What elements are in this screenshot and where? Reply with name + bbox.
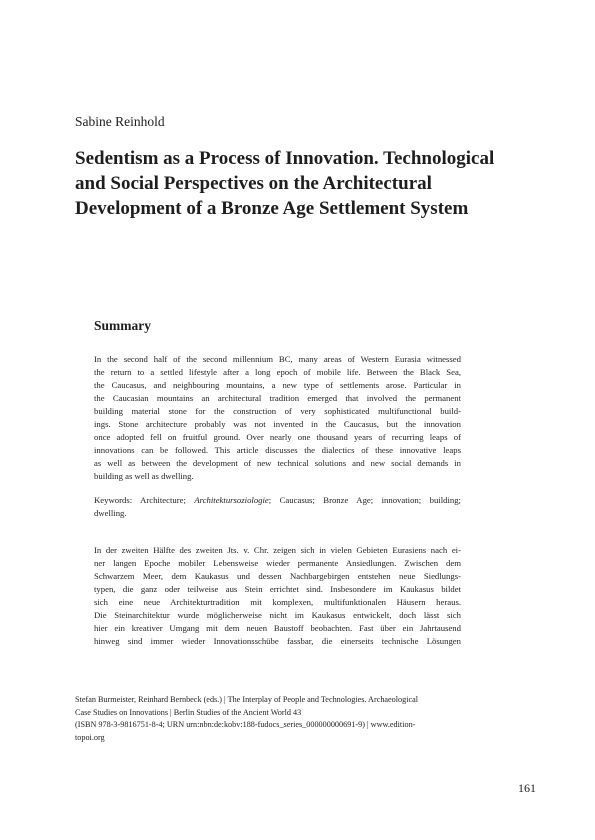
german-line: In der zweiten Hälfte des zweiten Jts. v. Chr. zeigen sich in vielen Gebieten Eurasiens nach ei- [94, 545, 461, 555]
german-line: hinweg sind immer wieder Innovationsschübe fassbar, die einerseits technische Lösungen [94, 636, 461, 647]
german-line: Schwarzem Meer, dem Kaukasus und dessen Nachbargebirgen entstehen neue Siedlungs- [94, 571, 461, 582]
keywords [94, 494, 461, 520]
german-line: Die Steinarchitektur wurde möglicherweise nicht im Kaukasus entwickelt, doch lässt sich [94, 610, 461, 621]
summary-line: the return to a settled lifestyle after a long epoch of mobile life. Between the Black Sea, [94, 367, 461, 378]
german-line: hier ein kreativer Umgang mit dem neuen Baustoff beobachten. Fast über ein Jahrtausend [94, 623, 461, 634]
footer-line: Case Studies on Innovations | Berlin Studies of the Ancient World 43 [75, 707, 302, 717]
summary-line: once adopted fell on fruitful ground. Over nearly one thousand years of recurring leaps of [94, 432, 461, 443]
keywords-label: Keywords: [94, 495, 133, 505]
citation-footer [75, 694, 485, 744]
keywords-line: dwelling. [94, 508, 127, 519]
summary-paragraph [94, 353, 461, 483]
title-line: and Social Perspectives on the Architectural [75, 173, 432, 194]
footer-line: (ISBN 978-3-9816751-8-4; URN urn:nbn:de:kobv:188-fudocs_series_000000000691-9) | www.edition- [75, 720, 416, 730]
title-line: Development of a Bronze Age Settlement System [75, 198, 469, 219]
title-line: Sedentism as a Process of Innovation. Technological [75, 148, 495, 169]
summary-line: innovations can be followed. This article discusses the dialectics of these innovative leaps [94, 445, 461, 456]
summary-line: as well as between the development of new technical solutions and new social demands in [94, 458, 461, 469]
summary-heading: Summary [94, 318, 151, 333]
german-abstract [94, 544, 461, 648]
author-name: Sabine Reinhold [75, 114, 165, 129]
footer-line: topoi.org [75, 732, 105, 742]
summary-line: building as well as dwelling. [94, 471, 194, 482]
german-line: ner langen Epoche mobiler Lebensweise wieder permanente Ansiedlungen. Zwischen dem [94, 558, 461, 569]
keywords-line [94, 494, 461, 507]
keywords-text: ; Caucasus; Bronze Age; innovation; building; [268, 495, 461, 505]
footer-line: Stefan Burmeister, Reinhard Bernbeck (eds.) | The Interplay of People and Technologies. Archaeological [75, 695, 419, 704]
keywords-italic-term: Architektursoziologie [194, 495, 269, 505]
keywords-text: Architecture; [132, 495, 195, 505]
summary-line: ings. Stone architecture probably was not invented in the Caucasus, but the innovation [94, 419, 461, 430]
german-line: typen, die ganz oder teilweise aus Stein errichtet sind. Insbesondere im Kaukasus bildet [94, 584, 461, 595]
german-line: sich eine neue Architekturtradition mit komplexen, multifunktionalen Häusern heraus. [94, 597, 461, 608]
summary-line: In the second half of the second millennium BC, many areas of Western Eurasia witnessed [94, 354, 461, 364]
summary-line: the Caucasian mountains an architectural tradition emerged that involved the permanent [94, 393, 461, 404]
page-number: 161 [518, 781, 536, 795]
summary-line: building material stone for the construction of very sophisticated multifunctional build- [94, 406, 461, 417]
summary-line: the Caucasus, and neighbouring mountains, a new type of settlements arose. Particular in [94, 380, 461, 391]
article-title [75, 146, 535, 221]
